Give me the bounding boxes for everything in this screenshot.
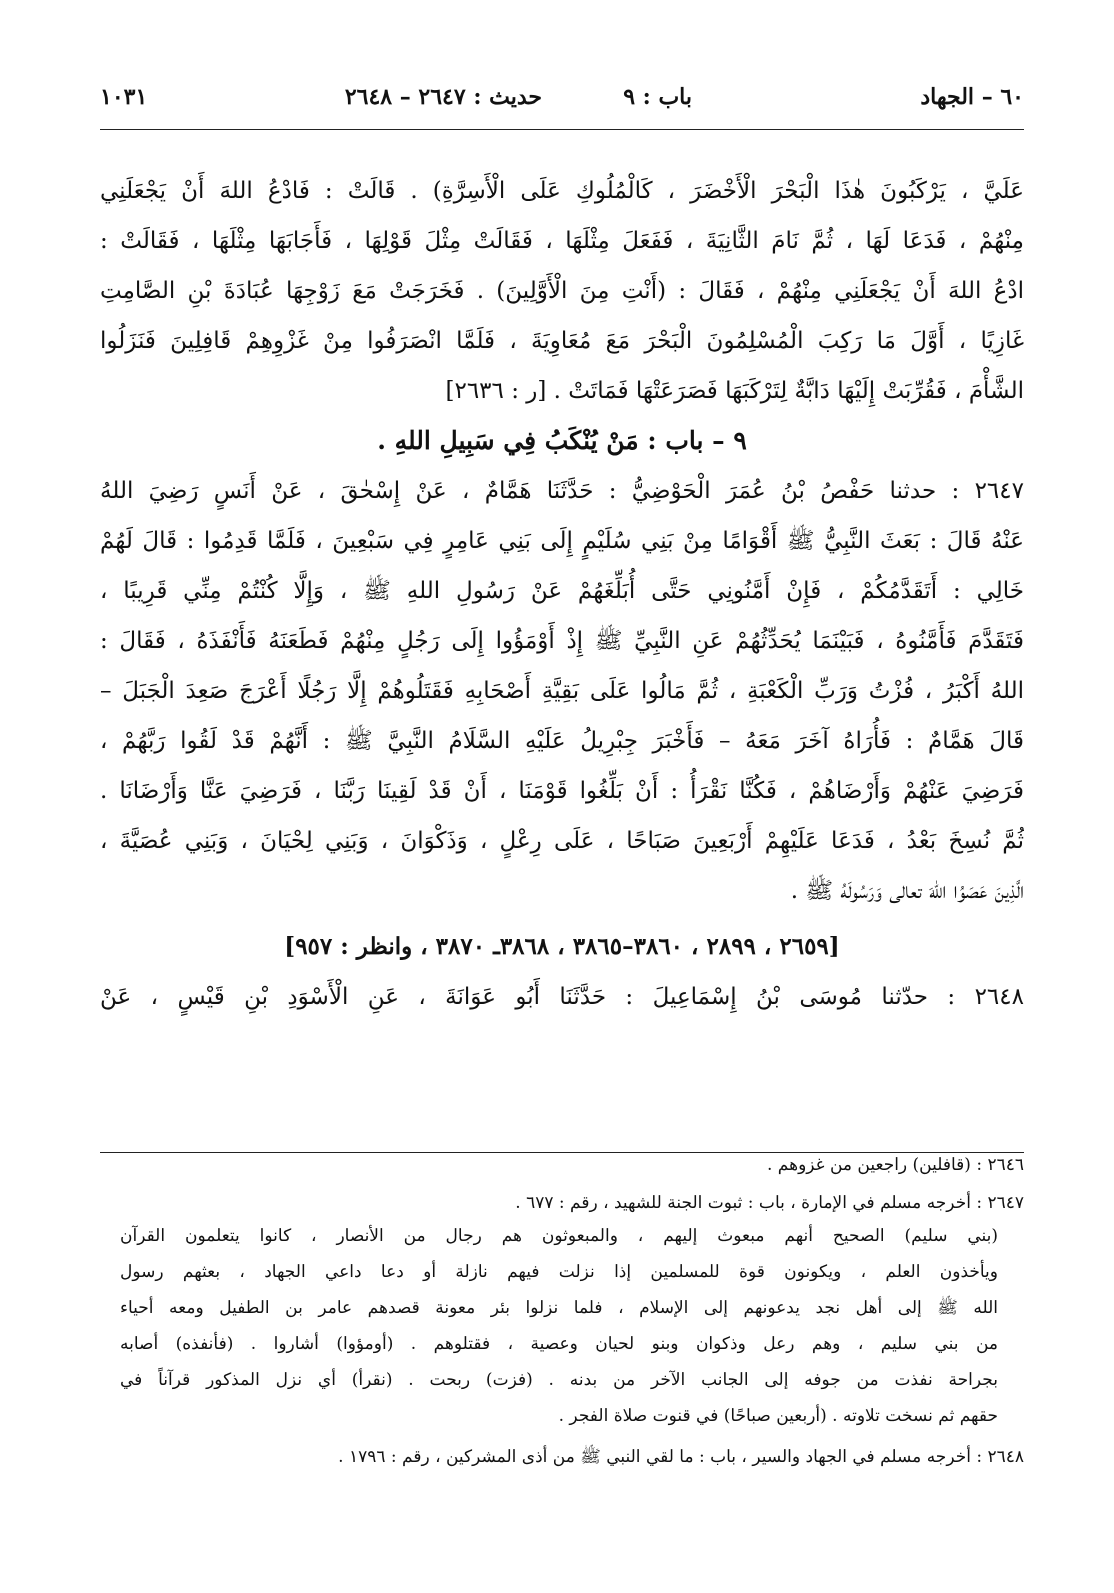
- header-divider: [100, 129, 1024, 130]
- page-number: ١٠٣١: [100, 84, 148, 110]
- text-line: ادْعُ اللهَ أَنْ يَجْعَلَنِي مِنْهُمْ ، فَقَالَ : (أَنْتِ مِنَ الْأَوَّلِينَ) . فَخَرَجَتْ مَعَ زَوْجِهَا عُبَادَةَ بْنِ الصَّامِتِ: [100, 278, 1024, 304]
- footnote: ٢٦٤٦ : (قافلين) راجعين من غزوهم .: [767, 1155, 1024, 1175]
- footnote: ٢٦٤٧ : أخرجه مسلم في الإمارة ، باب : ثبوت الجنة للشهيد ، رقم : ٦٧٧ .: [515, 1193, 1024, 1213]
- hadith-line: فَتَقَدَّمَ فَأَمَّنُوهُ ، فَبَيْنَمَا يُحَدِّثُهُمْ عَنِ النَّبِيِّ ﷺ إِذْ أَوْمَؤُوا إِلَى رَجُلٍ مِنْهُمْ فَطَعَنَهُ فَأَنْفَذَهُ ، فَقَالَ :: [100, 628, 1024, 654]
- hadith-line: ٢٦٤٨ : حدّثنا مُوسَى بْنُ إِسْمَاعِيلَ : حَدَّثَنَا أَبُو عَوَانَةَ ، عَنِ الْأَسْوَدِ بْنِ قَيْسٍ ، عَنْ: [100, 984, 1024, 1010]
- footnote-line: ويأخذون العلم ، ويكونون قوة للمسلمين إذا نزلت فيهم نازلة أو دعا داعي الجهاد ، بعثهم رسول: [120, 1262, 998, 1282]
- hadith-line: الَّذِينَ عَصَوُا اللهَ تعالى وَرَسُولَهُ ﷺ .: [790, 878, 1024, 904]
- footnote-line: الله ﷺ إلى أهل نجد يدعونهم إلى الإسلام ، فلما نزلوا بئر معونة قصدهم عامر بن الطفيل ومعه أحياء: [120, 1298, 998, 1318]
- cross-references: [٢٦٥٩ ، ٢٨٩٩ ، ٣٨٦٠–٣٨٦٥ ، ٣٨٦٨ـ ٣٨٧٠ ، وانظر : ٩٥٧]: [284, 933, 840, 960]
- hadith-line: ثُمَّ نُسِخَ بَعْدُ ، فَدَعَا عَلَيْهِمْ أَرْبَعِينَ صَبَاحًا ، عَلَى رِعْلٍ ، وَذَكْوَانَ ، وَبَنِي لِحْيَانَ ، وَبَنِي عُصَيَّةَ ،: [100, 828, 1024, 854]
- running-header: [100, 84, 1024, 118]
- text-line: الشَّأْمَ ، فَقُرِّبَتْ إِلَيْهَا دَابَّةٌ لِتَرْكَبَهَا فَصَرَعَتْهَا فَمَاتَتْ . [ر : ٢٦٣٦]: [445, 378, 1024, 404]
- hadith-line: عَنْهُ قَالَ : بَعَثَ النَّبِيُّ ﷺ أَقْوَامًا مِنْ بَنِي سُلَيْمٍ إِلَى بَنِي عَامِرٍ فِي سَبْعِينَ ، فَلَمَّا قَدِمُوا : قَالَ لَهُمْ: [100, 528, 1024, 554]
- bab-number: باب : ٩: [623, 84, 692, 110]
- footnote-line: (بني سليم) الصحيح أنهم مبعوث إليهم ، والمبعوثون هم رجال من الأنصار ، كانوا يتعلمون القرآن: [120, 1226, 998, 1246]
- footnote-line: بجراحة نفذت من جوفه إلى الجانب الآخر من بدنه . (فزت) ربحت . (نقرأ) أي نزل المذكور قرآناً في: [120, 1370, 998, 1390]
- footnote: ٢٦٤٨ : أخرجه مسلم في الجهاد والسير ، باب : ما لقي النبي ﷺ من أذى المشركين ، رقم : ١٧٩٦ .: [338, 1447, 1024, 1467]
- text-line: غَازِيًا ، أَوَّلَ مَا رَكِبَ الْمُسْلِمُونَ الْبَحْرَ مَعَ مُعَاوِيَةَ ، فَلَمَّا انْصَرَفُوا مِنْ غَزْوِهِمْ قَافِلِينَ فَنَزَلُوا: [100, 328, 1024, 354]
- footnote-line: حقهم ثم نسخت تلاوته . (أربعين صباحًا) في قنوت صلاة الفجر .: [558, 1406, 998, 1426]
- chapter-title: ٦٠ – الجهاد: [920, 84, 1024, 110]
- main-text: [100, 166, 1024, 1022]
- hadith-range: حديث : ٢٦٤٧ – ٢٦٤٨: [344, 84, 542, 110]
- hadith-line: اللهُ أَكْبَرُ ، فُزْتُ وَرَبِّ الْكَعْبَةِ ، ثُمَّ مَالُوا عَلَى بَقِيَّةِ أَصْحَابِهِ فَقَتَلُوهُمْ إِلَّا رَجُلًا أَعْرَجَ صَعِدَ الْجَبَلَ –: [100, 678, 1024, 704]
- hadith-line: خَالِي : أَتَقَدَّمُكُمْ ، فَإِنْ أَمَّنُونِي حَتَّى أُبَلِّغَهُمْ عَنْ رَسُولِ اللهِ ﷺ ، وَإِلَّا كُنْتُمْ مِنِّي قَرِيبًا ،: [100, 578, 1024, 604]
- footnote-line: من بني سليم ، وهم رعل وذكوان وبنو لحيان وعصية ، فقتلوهم . (أومؤوا) أشاروا . (فأنفذه) أصابه: [120, 1334, 998, 1354]
- section-title: ٩ – باب : مَنْ يُنْكَبُ فِي سَبِيلِ اللهِ .: [377, 426, 747, 455]
- text-line: عَلَيَّ ، يَرْكَبُونَ هٰذَا الْبَحْرَ الْأَخْضَرَ ، كَالْمُلُوكِ عَلَى الْأَسِرَّةِ) . قَالَتْ : فَادْعُ اللهَ أَنْ يَجْعَلَنِي: [100, 178, 1024, 204]
- hadith-line: فَرَضِيَ عَنْهُمْ وَأَرْضَاهُمْ ، فَكُنَّا نَقْرَأُ : أَنْ بَلِّغُوا قَوْمَنَا ، أَنْ قَدْ لَقِينَا رَبَّنَا ، فَرَضِيَ عَنَّا وَأَرْضَانَا .: [100, 778, 1024, 804]
- hadith-line: قَالَ هَمَّامٌ : فَأُرَاهُ آخَرَ مَعَهُ – فَأَخْبَرَ جِبْرِيلُ عَلَيْهِ السَّلَامُ النَّبِيَّ ﷺ : أَنَّهُمْ قَدْ لَقُوا رَبَّهُمْ ،: [100, 728, 1024, 754]
- text-line: مِنْهُمْ ، فَدَعَا لَهَا ، ثُمَّ نَامَ الثَّانِيَةَ ، فَفَعَلَ مِثْلَهَا ، فَقَالَتْ مِثْلَ قَوْلِهَا ، فَأَجَابَهَا مِثْلَهَا ، فَقَالَتْ :: [100, 228, 1024, 254]
- footnotes: [100, 1150, 1024, 1472]
- hadith-line: ٢٦٤٧ : حدثنا حَفْصُ بْنُ عُمَرَ الْحَوْضِيُّ : حَدَّثَنَا هَمَّامٌ ، عَنْ إِسْحٰقَ ، عَنْ أَنَسٍ رَضِيَ اللهُ: [100, 478, 1024, 504]
